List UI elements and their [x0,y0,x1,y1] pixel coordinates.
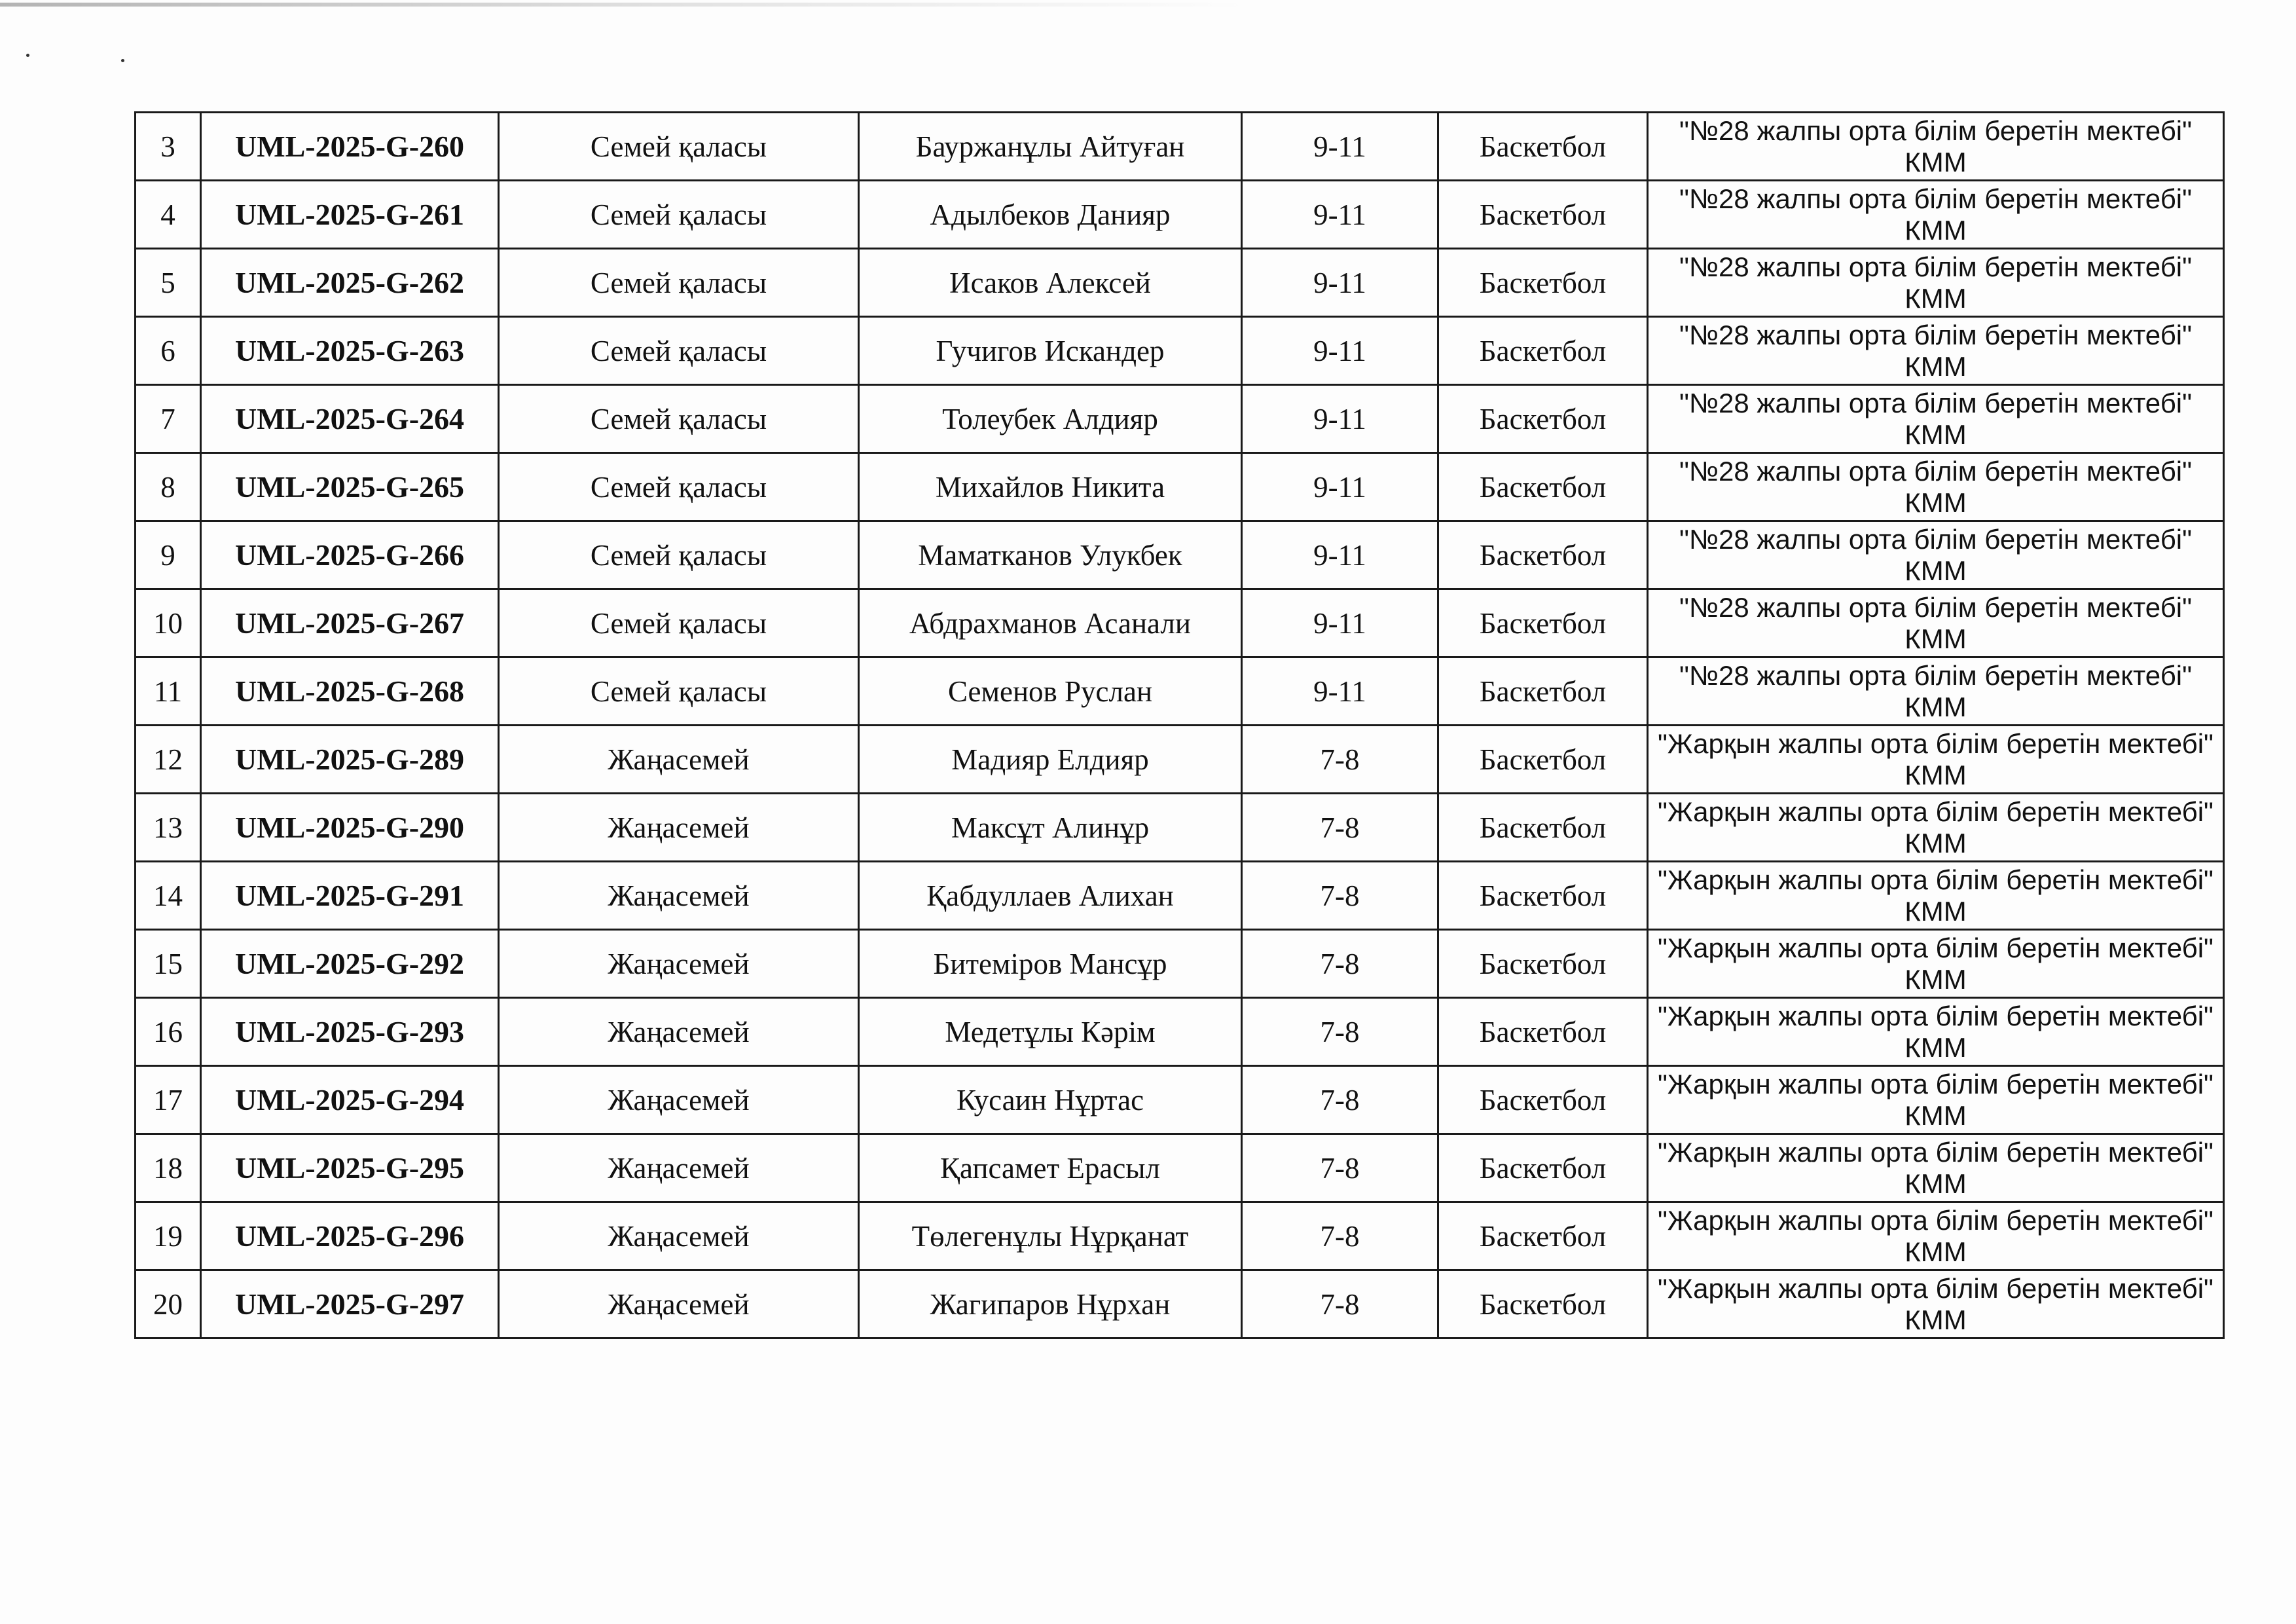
school: "Жарқын жалпы орта білім беретін мектебі" КММ [1648,998,2224,1066]
school: "№28 жалпы орта білім беретін мектебі" КММ [1648,453,2224,521]
sport: Баскетбол [1438,589,1648,657]
sport: Баскетбол [1438,113,1648,181]
region: Семей қаласы [499,385,859,453]
participant-name: Исаков Алексей [859,249,1242,317]
participant-name: Кусаин Нұртас [859,1066,1242,1134]
table-row [136,317,2224,385]
table-row [136,521,2224,589]
participant-code: UML-2025-G-291 [201,862,499,930]
participant-code: UML-2025-G-265 [201,453,499,521]
region: Жаңасемей [499,726,859,794]
row-number: 14 [136,862,201,930]
table-row [136,589,2224,657]
school: "Жарқын жалпы орта білім беретін мектебі" КММ [1648,1066,2224,1134]
table-row [136,726,2224,794]
row-number: 9 [136,521,201,589]
grade: 9-11 [1242,385,1438,453]
school: "Жарқын жалпы орта білім беретін мектебі" КММ [1648,1134,2224,1202]
row-number: 10 [136,589,201,657]
sport: Баскетбол [1438,1066,1648,1134]
grade: 7-8 [1242,794,1438,862]
row-number: 6 [136,317,201,385]
participant-code: UML-2025-G-268 [201,657,499,726]
table-row [136,998,2224,1066]
participant-code: UML-2025-G-295 [201,1134,499,1202]
grade: 7-8 [1242,1066,1438,1134]
participant-code: UML-2025-G-267 [201,589,499,657]
participant-code: UML-2025-G-289 [201,726,499,794]
participants-table-body [136,113,2224,1338]
school: "№28 жалпы орта білім беретін мектебі" КММ [1648,521,2224,589]
sport: Баскетбол [1438,1202,1648,1270]
grade: 9-11 [1242,657,1438,726]
grade: 7-8 [1242,862,1438,930]
sport: Баскетбол [1438,453,1648,521]
school: "№28 жалпы орта білім беретін мектебі" КММ [1648,181,2224,249]
table-row [136,249,2224,317]
school: "Жарқын жалпы орта білім беретін мектебі" КММ [1648,930,2224,998]
participant-name: Бауржанұлы Айтуған [859,113,1242,181]
grade: 9-11 [1242,521,1438,589]
row-number: 12 [136,726,201,794]
table-row [136,930,2224,998]
school: "№28 жалпы орта білім беретін мектебі" КММ [1648,385,2224,453]
scan-speck-artifact [26,54,29,57]
school: "№28 жалпы орта білім беретін мектебі" КММ [1648,589,2224,657]
row-number: 17 [136,1066,201,1134]
row-number: 7 [136,385,201,453]
grade: 7-8 [1242,1270,1438,1338]
region: Семей қаласы [499,317,859,385]
grade: 9-11 [1242,453,1438,521]
sport: Баскетбол [1438,521,1648,589]
grade: 9-11 [1242,589,1438,657]
participant-name: Жагипаров Нұрхан [859,1270,1242,1338]
participant-code: UML-2025-G-261 [201,181,499,249]
participant-code: UML-2025-G-262 [201,249,499,317]
participant-name: Қапсамет Ерасыл [859,1134,1242,1202]
school: "№28 жалпы орта білім беретін мектебі" КММ [1648,317,2224,385]
grade: 9-11 [1242,181,1438,249]
sport: Баскетбол [1438,657,1648,726]
sport: Баскетбол [1438,794,1648,862]
table-row [136,385,2224,453]
participant-code: UML-2025-G-292 [201,930,499,998]
sport: Баскетбол [1438,181,1648,249]
row-number: 19 [136,1202,201,1270]
school: "Жарқын жалпы орта білім беретін мектебі" КММ [1648,862,2224,930]
participant-name: Мадияр Елдияр [859,726,1242,794]
row-number: 11 [136,657,201,726]
row-number: 16 [136,998,201,1066]
row-number: 13 [136,794,201,862]
table-row [136,453,2224,521]
sport: Баскетбол [1438,385,1648,453]
participant-code: UML-2025-G-263 [201,317,499,385]
region: Жаңасемей [499,1066,859,1134]
scan-streak-artifact [0,3,1244,7]
participant-name: Адылбеков Данияр [859,181,1242,249]
participant-code: UML-2025-G-290 [201,794,499,862]
grade: 7-8 [1242,930,1438,998]
school: "Жарқын жалпы орта білім беретін мектебі" КММ [1648,726,2224,794]
row-number: 8 [136,453,201,521]
participant-name: Максұт Алинұр [859,794,1242,862]
participant-name: Михайлов Никита [859,453,1242,521]
participant-name: Гучигов Искандер [859,317,1242,385]
school: "№28 жалпы орта білім беретін мектебі" КММ [1648,249,2224,317]
row-number: 4 [136,181,201,249]
participants-table [134,111,2225,1339]
region: Жаңасемей [499,862,859,930]
sport: Баскетбол [1438,862,1648,930]
table-row [136,1066,2224,1134]
region: Семей қаласы [499,249,859,317]
participant-code: UML-2025-G-260 [201,113,499,181]
region: Жаңасемей [499,794,859,862]
participant-code: UML-2025-G-293 [201,998,499,1066]
participant-name: Медетұлы Кәрім [859,998,1242,1066]
sport: Баскетбол [1438,317,1648,385]
row-number: 3 [136,113,201,181]
participant-name: Қабдуллаев Алихан [859,862,1242,930]
row-number: 5 [136,249,201,317]
school: "№28 жалпы орта білім беретін мектебі" КММ [1648,113,2224,181]
school: "Жарқын жалпы орта білім беретін мектебі" КММ [1648,1202,2224,1270]
row-number: 20 [136,1270,201,1338]
sport: Баскетбол [1438,930,1648,998]
grade: 9-11 [1242,113,1438,181]
school: "№28 жалпы орта білім беретін мектебі" КММ [1648,657,2224,726]
table-row [136,862,2224,930]
school: "Жарқын жалпы орта білім беретін мектебі" КММ [1648,794,2224,862]
region: Жаңасемей [499,1134,859,1202]
table-row [136,657,2224,726]
participant-code: UML-2025-G-297 [201,1270,499,1338]
table-row [136,1270,2224,1338]
region: Семей қаласы [499,181,859,249]
participant-name: Абдрахманов Асанали [859,589,1242,657]
table-row [136,113,2224,181]
region: Жаңасемей [499,1202,859,1270]
table-row [136,794,2224,862]
row-number: 18 [136,1134,201,1202]
table-row [136,1134,2224,1202]
participant-code: UML-2025-G-294 [201,1066,499,1134]
region: Жаңасемей [499,998,859,1066]
region: Жаңасемей [499,1270,859,1338]
scan-speck-artifact [121,59,124,62]
participant-code: UML-2025-G-264 [201,385,499,453]
sport: Баскетбол [1438,249,1648,317]
participant-name: Төлегенұлы Нұрқанат [859,1202,1242,1270]
region: Семей қаласы [499,589,859,657]
grade: 7-8 [1242,1134,1438,1202]
sport: Баскетбол [1438,726,1648,794]
sport: Баскетбол [1438,1134,1648,1202]
sport: Баскетбол [1438,998,1648,1066]
grade: 7-8 [1242,726,1438,794]
region: Жаңасемей [499,930,859,998]
grade: 9-11 [1242,249,1438,317]
sport: Баскетбол [1438,1270,1648,1338]
participant-name: Битеміров Мансұр [859,930,1242,998]
participant-name: Семенов Руслан [859,657,1242,726]
region: Семей қаласы [499,113,859,181]
table-row [136,181,2224,249]
region: Семей қаласы [499,657,859,726]
row-number: 15 [136,930,201,998]
grade: 7-8 [1242,998,1438,1066]
school: "Жарқын жалпы орта білім беретін мектебі" КММ [1648,1270,2224,1338]
participant-name: Маматканов Улукбек [859,521,1242,589]
grade: 9-11 [1242,317,1438,385]
grade: 7-8 [1242,1202,1438,1270]
region: Семей қаласы [499,521,859,589]
participant-code: UML-2025-G-266 [201,521,499,589]
participant-code: UML-2025-G-296 [201,1202,499,1270]
region: Семей қаласы [499,453,859,521]
table-row [136,1202,2224,1270]
participant-name: Толеубек Алдияр [859,385,1242,453]
